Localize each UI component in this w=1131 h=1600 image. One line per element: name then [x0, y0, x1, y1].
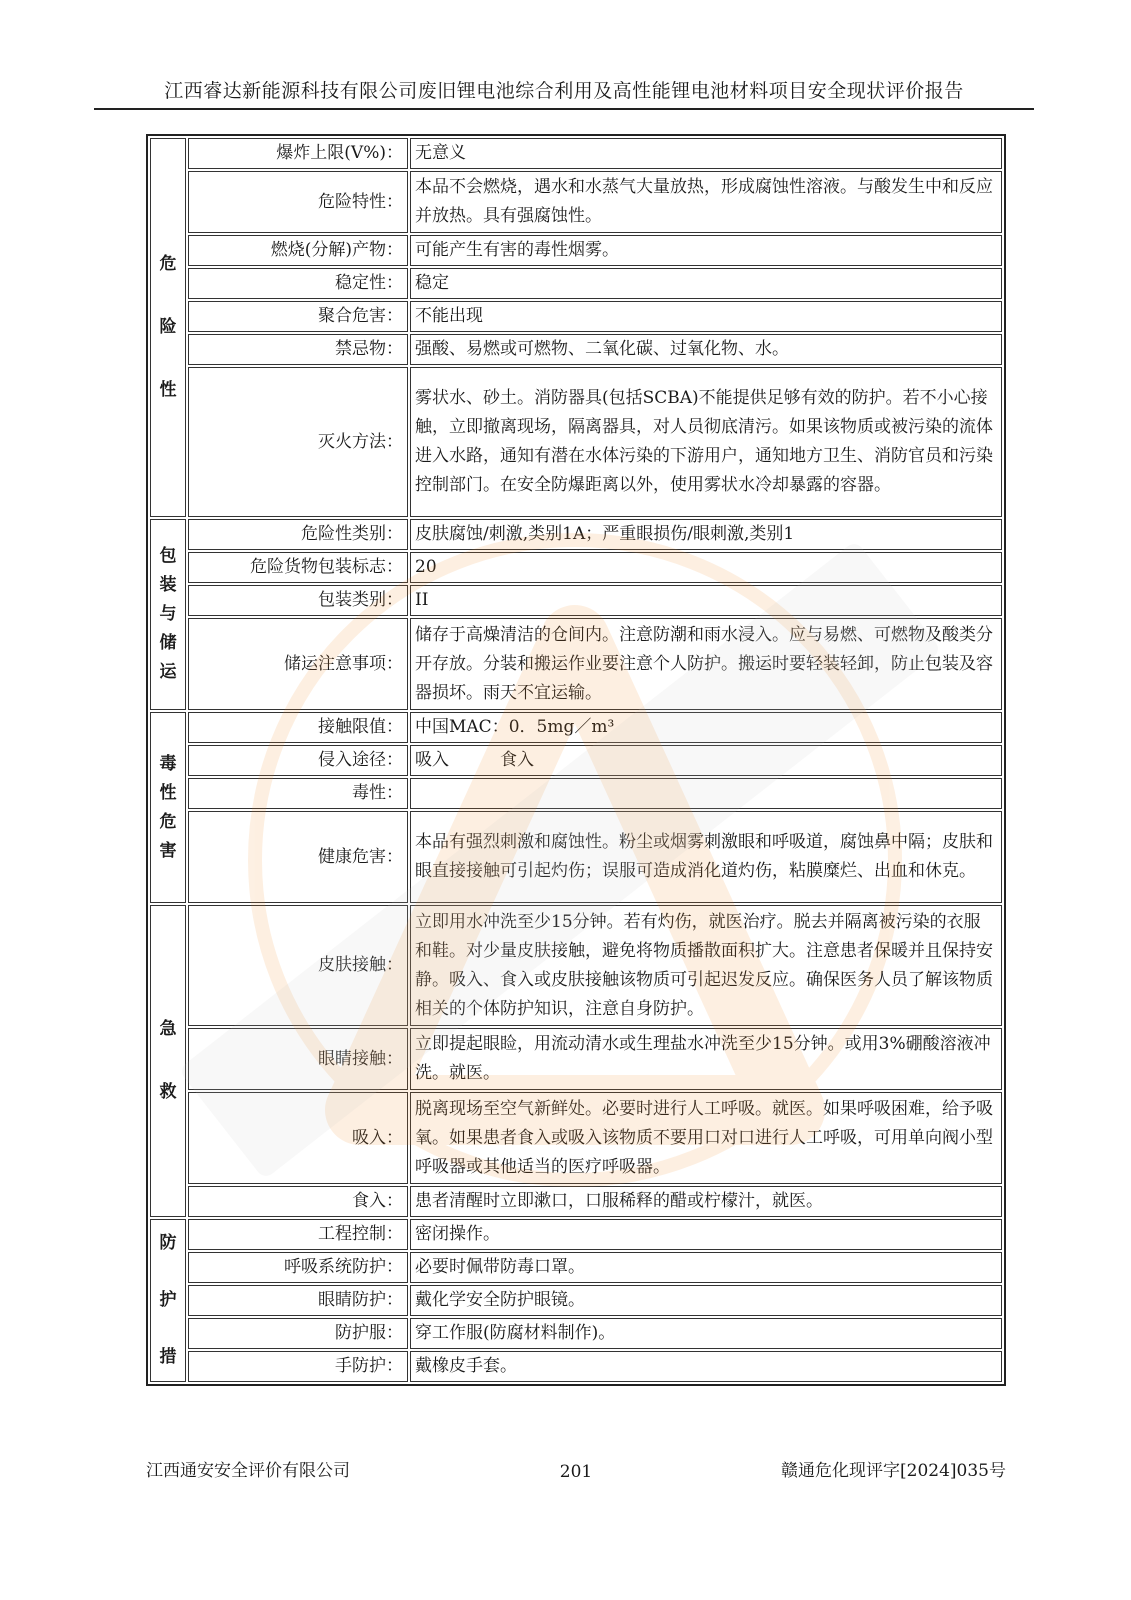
section-label-first-aid: 急 救: [150, 905, 186, 1217]
row-label: 禁忌物：: [188, 334, 408, 365]
row-label: 皮肤接触：: [188, 905, 408, 1026]
row-label: 爆炸上限(V%)：: [188, 138, 408, 169]
table-row: [150, 712, 1002, 743]
row-value: 必要时佩带防毒口罩。: [410, 1252, 1002, 1283]
row-value: 本品不会燃烧，遇水和水蒸气大量放热，形成腐蚀性溶液。与酸发生中和反应并放热。具有强腐蚀性。: [410, 171, 1002, 233]
footer-company: 江西通安安全评价有限公司: [146, 1461, 350, 1481]
row-label: 食入：: [188, 1186, 408, 1217]
row-value: 吸入 食入: [410, 745, 1002, 776]
table-row: [150, 268, 1002, 299]
row-label: 吸入：: [188, 1092, 408, 1184]
section-label-hazard: 危 险 性: [150, 138, 186, 517]
row-label: 灭火方法：: [188, 367, 408, 517]
row-label: 健康危害：: [188, 811, 408, 903]
table-row: [150, 301, 1002, 332]
row-label: 危险货物包装标志：: [188, 552, 408, 583]
table-row: [150, 618, 1002, 710]
report-title: 江西睿达新能源科技有限公司废旧锂电池综合利用及高性能锂电池材料项目安全现状评价报告: [164, 80, 964, 102]
page-number: 201: [559, 1462, 593, 1482]
row-label: 侵入途径：: [188, 745, 408, 776]
row-value: 20: [410, 552, 1002, 583]
row-value: [410, 778, 1002, 809]
row-value: 立即用水冲洗至少15分钟。若有灼伤，就医治疗。脱去并隔离被污染的衣服和鞋。对少量皮肤接触，避免将物质播散面积扩大。注意患者保暖并且保持安静。吸入、食入或皮肤接触该物质可引起迟发反应。确保医务人员了解该物质相关的个体防护知识，注意自身防护。: [410, 905, 1002, 1026]
row-value: 脱离现场至空气新鲜处。必要时进行人工呼吸。就医。如果呼吸困难，给予吸氧。如果患者食入或吸入该物质不要用口对口进行人工呼吸，可用单向阀小型呼吸器或其他适当的医疗呼吸器。: [410, 1092, 1002, 1184]
page-header: [94, 76, 1034, 110]
row-value: 强酸、易燃或可燃物、二氧化碳、过氧化物、水。: [410, 334, 1002, 365]
row-label: 工程控制：: [188, 1219, 408, 1250]
page-footer: [146, 1456, 1006, 1482]
row-value: 皮肤腐蚀/刺激,类别1A；严重眼损伤/眼刺激,类别1: [410, 519, 1002, 550]
row-value: 密闭操作。: [410, 1219, 1002, 1250]
row-label: 呼吸系统防护：: [188, 1252, 408, 1283]
row-value: II: [410, 585, 1002, 616]
row-value: 储存于高燥清洁的仓间内。注意防潮和雨水浸入。应与易燃、可燃物及酸类分开存放。分装和搬运作业要注意个人防护。搬运时要轻装轻卸，防止包装及容器损坏。雨天不宜运输。: [410, 618, 1002, 710]
table-row: [150, 585, 1002, 616]
table-row: [150, 905, 1002, 1026]
row-label: 接触限值：: [188, 712, 408, 743]
row-label: 毒性：: [188, 778, 408, 809]
row-label: 防护服：: [188, 1318, 408, 1349]
table-row: [150, 811, 1002, 903]
section-label-toxicity: 毒 性 危 害: [150, 712, 186, 903]
table-row: [150, 745, 1002, 776]
row-label: 储运注意事项：: [188, 618, 408, 710]
table-row: [150, 778, 1002, 809]
table-row: [150, 1028, 1002, 1090]
row-label: 危险特性：: [188, 171, 408, 233]
section-label-packaging: 包 装 与 储 运: [150, 519, 186, 710]
row-value: 雾状水、砂土。消防器具(包括SCBA)不能提供足够有效的防护。若不小心接触，立即撤离现场，隔离器具，对人员彻底清污。如果该物质或被污染的流体进入水路，通知有潜在水体污染的下游用户，通知地方卫生、消防官员和污染控制部门。在安全防爆距离以外，使用雾状水冷却暴露的容器。: [410, 367, 1002, 517]
row-value: 可能产生有害的毒性烟雾。: [410, 235, 1002, 266]
row-label: 眼睛接触：: [188, 1028, 408, 1090]
table-row: [150, 1318, 1002, 1349]
table-row: [150, 1219, 1002, 1250]
row-value: 戴橡皮手套。: [410, 1351, 1002, 1382]
row-value: 穿工作服(防腐材料制作)。: [410, 1318, 1002, 1349]
row-value: 中国MAC：0．5mg／m³: [410, 712, 1002, 743]
table-row: [150, 1092, 1002, 1184]
table-row: [150, 235, 1002, 266]
table-row: [150, 1285, 1002, 1316]
row-value: 戴化学安全防护眼镜。: [410, 1285, 1002, 1316]
row-value: 立即提起眼睑，用流动清水或生理盐水冲洗至少15分钟。或用3%硼酸溶液冲洗。就医。: [410, 1028, 1002, 1090]
row-value: 无意义: [410, 138, 1002, 169]
row-label: 眼睛防护：: [188, 1285, 408, 1316]
msds-table: [146, 134, 1006, 1386]
table-row: [150, 1186, 1002, 1217]
row-label: 燃烧(分解)产物：: [188, 235, 408, 266]
table-row: [150, 1252, 1002, 1283]
row-label: 手防护：: [188, 1351, 408, 1382]
table-row: [150, 519, 1002, 550]
row-label: 聚合危害：: [188, 301, 408, 332]
document-number: 赣通危化现评字[2024]035号: [781, 1461, 1006, 1481]
row-label: 包装类别：: [188, 585, 408, 616]
row-label: 危险性类别：: [188, 519, 408, 550]
row-value: 本品有强烈刺激和腐蚀性。粉尘或烟雾刺激眼和呼吸道，腐蚀鼻中隔；皮肤和眼直接接触可引起灼伤；误服可造成消化道灼伤，粘膜糜烂、出血和休克。: [410, 811, 1002, 903]
row-value: 稳定: [410, 268, 1002, 299]
table-row: [150, 334, 1002, 365]
msds-table-body: [150, 138, 1002, 1382]
row-label: 稳定性：: [188, 268, 408, 299]
table-row: [150, 1351, 1002, 1382]
table-row: [150, 367, 1002, 517]
table-row: [150, 552, 1002, 583]
section-label-protection: 防 护 措: [150, 1219, 186, 1382]
table-row: [150, 138, 1002, 169]
row-value: 不能出现: [410, 301, 1002, 332]
row-value: 患者清醒时立即漱口，口服稀释的醋或柠檬汁，就医。: [410, 1186, 1002, 1217]
table-row: [150, 171, 1002, 233]
